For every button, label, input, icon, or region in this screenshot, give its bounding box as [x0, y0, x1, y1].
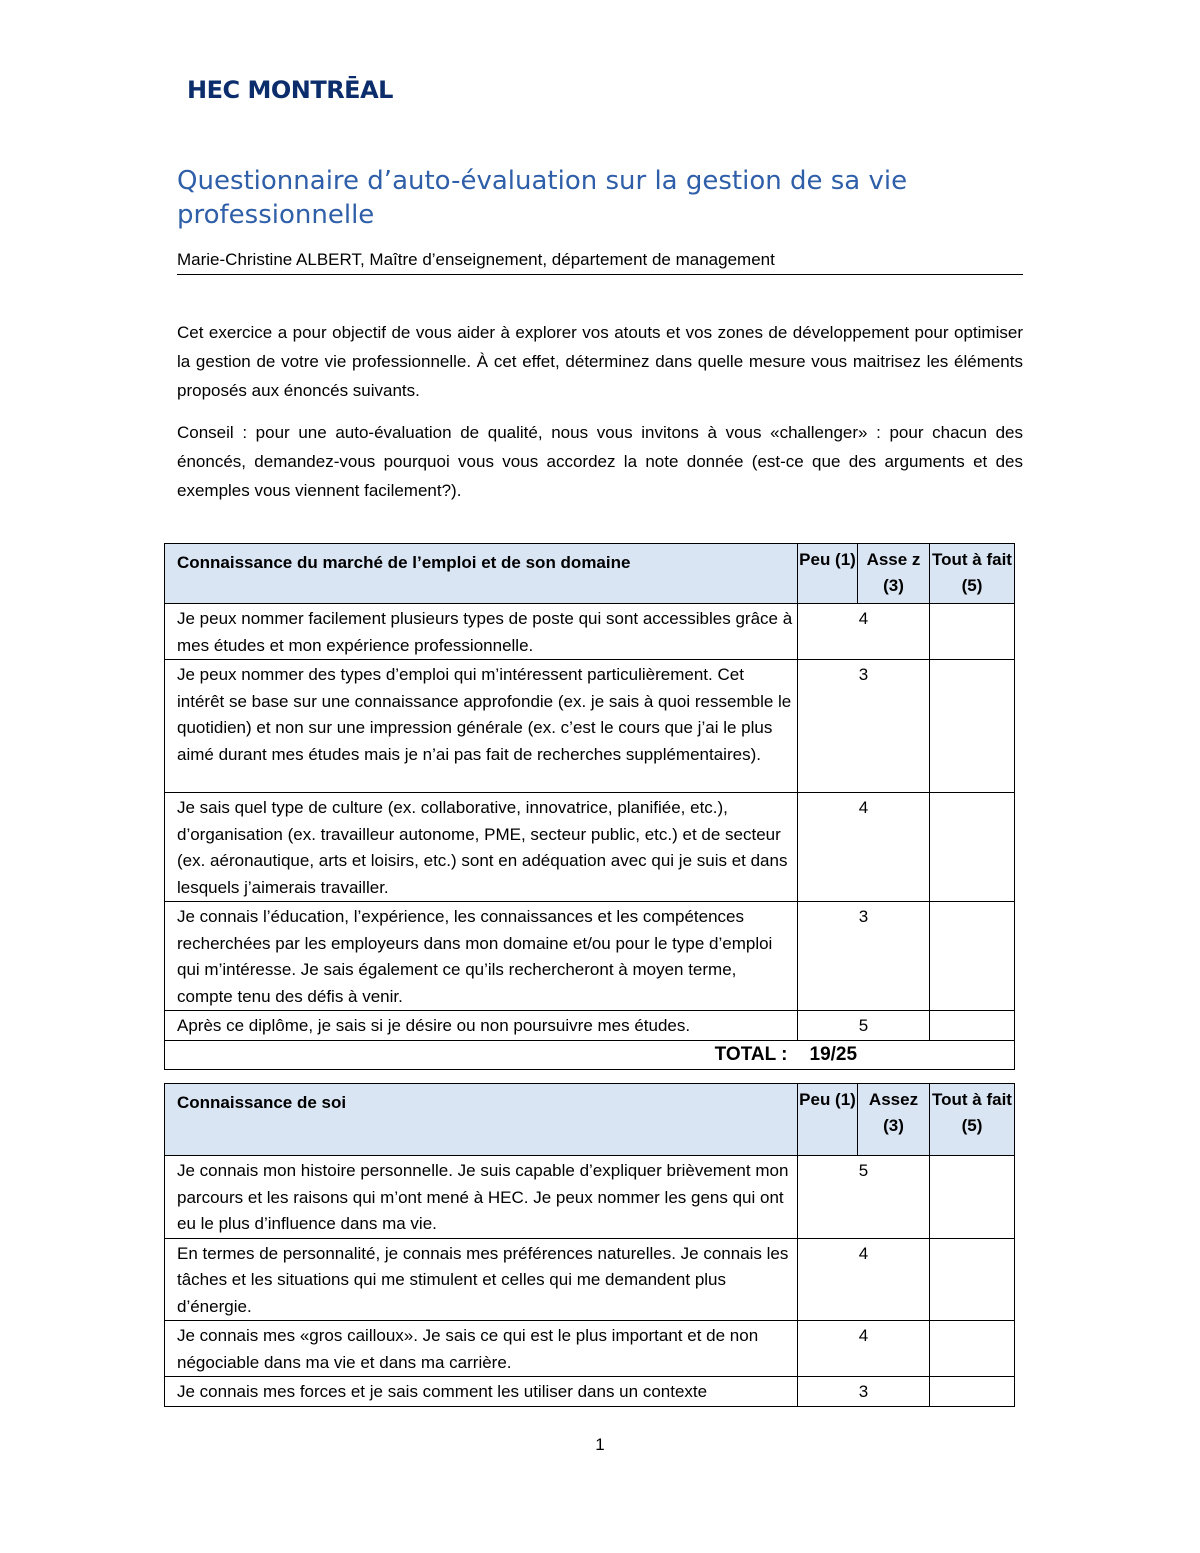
- column-assez: Asse z (3): [858, 544, 930, 604]
- hec-montreal-logo: HEC MONTRĒAL: [187, 76, 393, 104]
- self-knowledge-table: [164, 1083, 1015, 1407]
- total-row: [165, 1040, 1015, 1069]
- statement: Je connais mes «gros cailloux». Je sais ce qui est le plus important et de non négociable dans ma vie et dans ma carrière.: [165, 1321, 798, 1377]
- score: 3: [798, 660, 930, 793]
- statement: Je connais l’éducation, l’expérience, les connaissances et les compétences recherchées par les employeurs dans mon domaine et/ou pour le type d’emploi qui m’intéresse. Je sais également ce qu’ils rechercheront à moyen terme, compte tenu des défis à venir.: [165, 902, 798, 1011]
- column-tout-a-fait: Tout à fait (5): [930, 1084, 1015, 1156]
- column-peu: Peu (1): [798, 1084, 858, 1156]
- empty-cell: [930, 1321, 1015, 1377]
- statement: Je connais mes forces et je sais comment les utiliser dans un contexte: [165, 1377, 798, 1407]
- score: 4: [798, 604, 930, 660]
- statement: Je sais quel type de culture (ex. collaborative, innovatrice, planifiée, etc.), d’organisation (ex. travailleur autonome, PME, secteur public, etc.) et de secteur (ex. aéronautique, arts et loisirs, etc.) sont en adéquation avec qui je suis et dans lesquels j’aimerais travailler.: [165, 793, 798, 902]
- score: 4: [798, 1238, 930, 1321]
- page-number: 1: [595, 1435, 605, 1454]
- statement: Je peux nommer facilement plusieurs types de poste qui sont accessibles grâce à mes études et mon expérience professionnelle.: [165, 604, 798, 660]
- statement: En termes de personnalité, je connais mes préférences naturelles. Je connais les tâches et les situations qui me stimulent et celles qui me demandent plus d’énergie.: [165, 1238, 798, 1321]
- empty-cell: [930, 902, 1015, 1011]
- total-value: 19/25: [798, 1040, 930, 1069]
- table-row: [165, 1321, 1015, 1377]
- total-label: TOTAL :: [165, 1040, 798, 1069]
- score: 5: [798, 1011, 930, 1041]
- table-row: [165, 1156, 1015, 1239]
- score: 5: [798, 1156, 930, 1239]
- column-tout-a-fait: Tout à fait (5): [930, 544, 1015, 604]
- empty-cell: [930, 660, 1015, 793]
- table-row: [165, 1238, 1015, 1321]
- author-line: Marie-Christine ALBERT, Maître d’enseignement, département de management: [177, 248, 1023, 275]
- table-row: [165, 902, 1015, 1011]
- empty-cell: [930, 1011, 1015, 1041]
- section-heading: Connaissance du marché de l’emploi et de son domaine: [165, 544, 798, 604]
- intro-paragraph: Cet exercice a pour objectif de vous aider à explorer vos atouts et vos zones de développement pour optimiser la gestion de votre vie professionnelle. À cet effet, déterminez dans quelle mesure vous maitrisez les éléments proposés aux énoncés suivants.: [177, 323, 1023, 400]
- document-title: Questionnaire d’auto-évaluation sur la gestion de sa vie professionnelle: [177, 166, 908, 230]
- table-row: [165, 793, 1015, 902]
- table-header-row: [165, 544, 1015, 604]
- empty-cell: [930, 1377, 1015, 1407]
- score: 4: [798, 1321, 930, 1377]
- score: 4: [798, 793, 930, 902]
- score: 3: [798, 902, 930, 1011]
- section-heading: Connaissance de soi: [165, 1084, 798, 1156]
- statement: Je peux nommer des types d’emploi qui m’intéressent particulièrement. Cet intérêt se base sur une connaissance approfondie (ex. je sais à quoi ressemble le quotidien) et non sur une impression générale (ex. c’est le cours que j’ai le plus aimé durant mes études mais je n’ai pas fait de recherches supplémentaires).: [165, 660, 798, 793]
- empty-cell: [930, 793, 1015, 902]
- score: 3: [798, 1377, 930, 1407]
- table-row: [165, 1011, 1015, 1041]
- empty-cell: [930, 1156, 1015, 1239]
- statement: Je connais mon histoire personnelle. Je suis capable d’expliquer brièvement mon parcours et les raisons qui m’ont mené à HEC. Je peux nommer les gens qui ont eu le plus d’influence dans ma vie.: [165, 1156, 798, 1239]
- column-peu: Peu (1): [798, 544, 858, 604]
- table-row: [165, 660, 1015, 793]
- advice-paragraph: Conseil : pour une auto-évaluation de qualité, nous vous invitons à vous «challenger» : pour chacun des énoncés, demandez-vous pourquoi vous vous accordez la note donnée (est-ce que des arguments et des exemples vous viennent facilement?).: [177, 423, 1023, 500]
- empty-cell: [930, 1040, 1015, 1069]
- empty-cell: [930, 604, 1015, 660]
- statement: Après ce diplôme, je sais si je désire ou non poursuivre mes études.: [165, 1011, 798, 1041]
- table-row: [165, 604, 1015, 660]
- table-header-row: [165, 1084, 1015, 1156]
- column-assez: Assez (3): [858, 1084, 930, 1156]
- empty-cell: [930, 1238, 1015, 1321]
- job-market-table: [164, 543, 1015, 1070]
- table-row: [165, 1377, 1015, 1407]
